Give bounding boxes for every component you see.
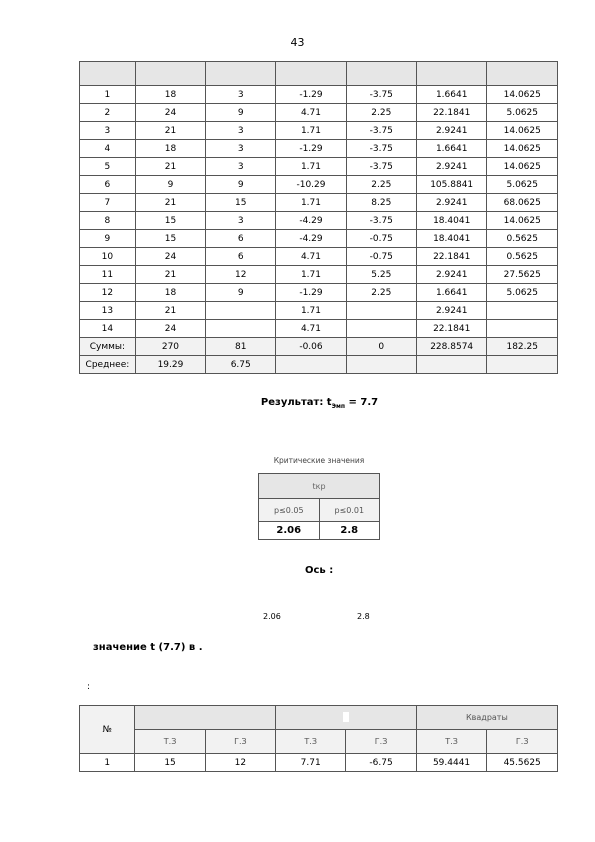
table-cell: 15 bbox=[206, 194, 276, 212]
table-cell: 2.25 bbox=[346, 176, 416, 194]
table-cell: 1 bbox=[80, 754, 135, 772]
result-prefix: Результат: t bbox=[260, 397, 332, 408]
table-cell: 9 bbox=[206, 176, 276, 194]
table-cell: 68.0625 bbox=[487, 194, 558, 212]
table-cell: 12 bbox=[80, 284, 136, 302]
deviations-table bbox=[79, 705, 558, 772]
table-cell: -4.29 bbox=[276, 212, 346, 230]
table-cell: 21 bbox=[135, 194, 205, 212]
table-cell: 14.0625 bbox=[487, 158, 558, 176]
table-cell: 21 bbox=[135, 266, 205, 284]
table-cell: 12 bbox=[206, 266, 276, 284]
table-cell: 5.0625 bbox=[487, 104, 558, 122]
table-cell: 7 bbox=[80, 194, 136, 212]
table-cell: 270 bbox=[135, 338, 205, 356]
table-cell: -0.75 bbox=[346, 248, 416, 266]
table-cell: 1 bbox=[80, 86, 136, 104]
table-cell: 18.4041 bbox=[416, 212, 487, 230]
table-row bbox=[80, 754, 558, 772]
table-cell: 14.0625 bbox=[487, 86, 558, 104]
table-row bbox=[80, 320, 558, 338]
colon-mark: : bbox=[87, 682, 91, 692]
table-cell: -3.75 bbox=[346, 122, 416, 140]
table-cell: -10.29 bbox=[276, 176, 346, 194]
table-cell: 59.4441 bbox=[416, 754, 487, 772]
table-cell: -6.75 bbox=[346, 754, 416, 772]
table-cell bbox=[276, 356, 346, 374]
table-cell: -1.29 bbox=[276, 140, 346, 158]
table-cell: 2 bbox=[80, 104, 136, 122]
table-cell: 1.71 bbox=[276, 302, 346, 320]
table-cell: 3 bbox=[206, 140, 276, 158]
result-subscript: Эмп bbox=[331, 403, 346, 410]
table-row bbox=[80, 212, 558, 230]
table-cell: 2.9241 bbox=[416, 302, 487, 320]
header-cell bbox=[346, 62, 416, 86]
table-cell: 19.29 bbox=[135, 356, 205, 374]
table-cell: 7.71 bbox=[275, 754, 345, 772]
table-cell: 1.6641 bbox=[416, 140, 487, 158]
result-value: = 7.7 bbox=[345, 397, 379, 408]
table-cell: 21 bbox=[135, 158, 205, 176]
table-cell: 105.8841 bbox=[416, 176, 487, 194]
sums-row bbox=[80, 338, 558, 356]
table-cell: 6 bbox=[80, 176, 136, 194]
table-cell: 2.9241 bbox=[416, 122, 487, 140]
table-row bbox=[80, 122, 558, 140]
main-data-table bbox=[79, 61, 558, 374]
table-cell: 18 bbox=[135, 140, 205, 158]
table-row bbox=[80, 194, 558, 212]
table-cell: 2.25 bbox=[346, 284, 416, 302]
table-cell: -1.29 bbox=[276, 284, 346, 302]
table-cell: 6.75 bbox=[206, 356, 276, 374]
table-cell: 0.5625 bbox=[487, 230, 558, 248]
table-row bbox=[80, 158, 558, 176]
header-cell bbox=[206, 62, 276, 86]
table-cell bbox=[487, 356, 558, 374]
p001-label: p≤0.01 bbox=[319, 499, 380, 522]
table-row bbox=[80, 86, 558, 104]
header-cell bbox=[135, 62, 205, 86]
table-cell: 1.6641 bbox=[416, 284, 487, 302]
sub-header: Т.З bbox=[416, 730, 487, 754]
table-cell: Суммы: bbox=[80, 338, 136, 356]
sub-header: Г.З bbox=[487, 730, 558, 754]
t-critical-header: tкр bbox=[259, 474, 380, 499]
table-cell: 14 bbox=[80, 320, 136, 338]
table-cell: 3 bbox=[206, 212, 276, 230]
squares-header: Квадраты bbox=[416, 706, 557, 730]
sub-header: Т.З bbox=[135, 730, 205, 754]
table-cell: 0 bbox=[346, 338, 416, 356]
table-cell: 1.71 bbox=[276, 194, 346, 212]
table-cell: 2.9241 bbox=[416, 266, 487, 284]
means-row bbox=[80, 356, 558, 374]
table-row bbox=[80, 266, 558, 284]
header-cell bbox=[276, 62, 346, 86]
conclusion-statement: значение t (7.7) в . bbox=[93, 642, 203, 653]
p005-label: p≤0.05 bbox=[259, 499, 320, 522]
table-cell: 5.0625 bbox=[487, 176, 558, 194]
table-cell: 24 bbox=[135, 320, 205, 338]
table-cell: 22.1841 bbox=[416, 320, 487, 338]
group-header-1 bbox=[135, 706, 276, 730]
table-cell: 3 bbox=[206, 122, 276, 140]
table-cell bbox=[346, 356, 416, 374]
table-cell bbox=[206, 320, 276, 338]
table-cell: 1.6641 bbox=[416, 86, 487, 104]
sub-header: Г.З bbox=[346, 730, 416, 754]
table-cell: 24 bbox=[135, 104, 205, 122]
table-cell: 10 bbox=[80, 248, 136, 266]
table-cell bbox=[346, 320, 416, 338]
table-cell: 24 bbox=[135, 248, 205, 266]
p005-value: 2.06 bbox=[259, 522, 320, 540]
table-cell: 15 bbox=[135, 230, 205, 248]
table-cell: 45.5625 bbox=[487, 754, 558, 772]
table-cell: 8 bbox=[80, 212, 136, 230]
header-cell bbox=[80, 62, 136, 86]
table-cell: 15 bbox=[135, 754, 205, 772]
table-cell: -4.29 bbox=[276, 230, 346, 248]
table-cell: 5.0625 bbox=[487, 284, 558, 302]
table-cell: -3.75 bbox=[346, 212, 416, 230]
table-cell: 228.8574 bbox=[416, 338, 487, 356]
table-cell: 22.1841 bbox=[416, 248, 487, 266]
table-cell: 21 bbox=[135, 302, 205, 320]
page-number: 43 bbox=[290, 36, 305, 49]
table-cell bbox=[206, 302, 276, 320]
table-cell: 12 bbox=[205, 754, 275, 772]
table-cell: 4.71 bbox=[276, 104, 346, 122]
table-cell: 2.9241 bbox=[416, 194, 487, 212]
table-cell: 3 bbox=[206, 86, 276, 104]
axis-label-p001: 2.8 bbox=[357, 612, 370, 621]
table-row bbox=[80, 104, 558, 122]
table-cell: 6 bbox=[206, 230, 276, 248]
table-cell: 3 bbox=[206, 158, 276, 176]
table-cell: 6 bbox=[206, 248, 276, 266]
table-cell: Среднее: bbox=[80, 356, 136, 374]
table-cell: 4 bbox=[80, 140, 136, 158]
table-cell: 1.71 bbox=[276, 266, 346, 284]
table-cell: 13 bbox=[80, 302, 136, 320]
table-cell: 3 bbox=[80, 122, 136, 140]
sub-header: Г.З bbox=[205, 730, 275, 754]
critical-values-caption: Критические значения bbox=[273, 456, 365, 465]
table-row bbox=[80, 284, 558, 302]
axis-label-p005: 2.06 bbox=[263, 612, 281, 621]
table-cell: 18.4041 bbox=[416, 230, 487, 248]
table-cell: 4.71 bbox=[276, 248, 346, 266]
table-cell: 11 bbox=[80, 266, 136, 284]
header-cell bbox=[416, 62, 487, 86]
table-cell: 182.25 bbox=[487, 338, 558, 356]
header-cell bbox=[487, 62, 558, 86]
table-cell bbox=[487, 302, 558, 320]
table-cell: 9 bbox=[206, 284, 276, 302]
table-cell: 21 bbox=[135, 122, 205, 140]
table-row bbox=[80, 248, 558, 266]
critical-values-table bbox=[258, 473, 380, 540]
table-cell: 18 bbox=[135, 284, 205, 302]
table-cell bbox=[487, 320, 558, 338]
table-cell: 8.25 bbox=[346, 194, 416, 212]
table-cell: -3.75 bbox=[346, 86, 416, 104]
table-cell: 22.1841 bbox=[416, 104, 487, 122]
table-cell: 5 bbox=[80, 158, 136, 176]
table-cell: 4.71 bbox=[276, 320, 346, 338]
table-cell: 1.71 bbox=[276, 158, 346, 176]
table-cell: 0.5625 bbox=[487, 248, 558, 266]
table-cell: -3.75 bbox=[346, 158, 416, 176]
table-row bbox=[80, 302, 558, 320]
sub-header: Т.З bbox=[275, 730, 345, 754]
table-cell: 2.25 bbox=[346, 104, 416, 122]
table-cell: 14.0625 bbox=[487, 122, 558, 140]
table-cell: 2.9241 bbox=[416, 158, 487, 176]
table-cell: -0.06 bbox=[276, 338, 346, 356]
table-cell: -0.75 bbox=[346, 230, 416, 248]
table-row bbox=[80, 140, 558, 158]
table-cell: 5.25 bbox=[346, 266, 416, 284]
table-cell: 9 bbox=[80, 230, 136, 248]
table-cell: 27.5625 bbox=[487, 266, 558, 284]
table-cell: -3.75 bbox=[346, 140, 416, 158]
table-cell: 81 bbox=[206, 338, 276, 356]
table-row bbox=[80, 176, 558, 194]
table-cell: 9 bbox=[206, 104, 276, 122]
axis-title: Ось : bbox=[305, 565, 334, 576]
table-cell: 18 bbox=[135, 86, 205, 104]
table-cell: 14.0625 bbox=[487, 212, 558, 230]
blank-mark bbox=[343, 712, 349, 722]
table-header-row bbox=[80, 62, 558, 86]
table-cell: 1.71 bbox=[276, 122, 346, 140]
number-header: № bbox=[80, 706, 135, 754]
p001-value: 2.8 bbox=[319, 522, 380, 540]
table-cell: 15 bbox=[135, 212, 205, 230]
table-cell bbox=[346, 302, 416, 320]
group-header-2 bbox=[275, 706, 416, 730]
table-row bbox=[80, 230, 558, 248]
table-cell: -1.29 bbox=[276, 86, 346, 104]
result-line bbox=[0, 397, 595, 410]
table-cell: 9 bbox=[135, 176, 205, 194]
table-cell bbox=[416, 356, 487, 374]
table-cell: 14.0625 bbox=[487, 140, 558, 158]
